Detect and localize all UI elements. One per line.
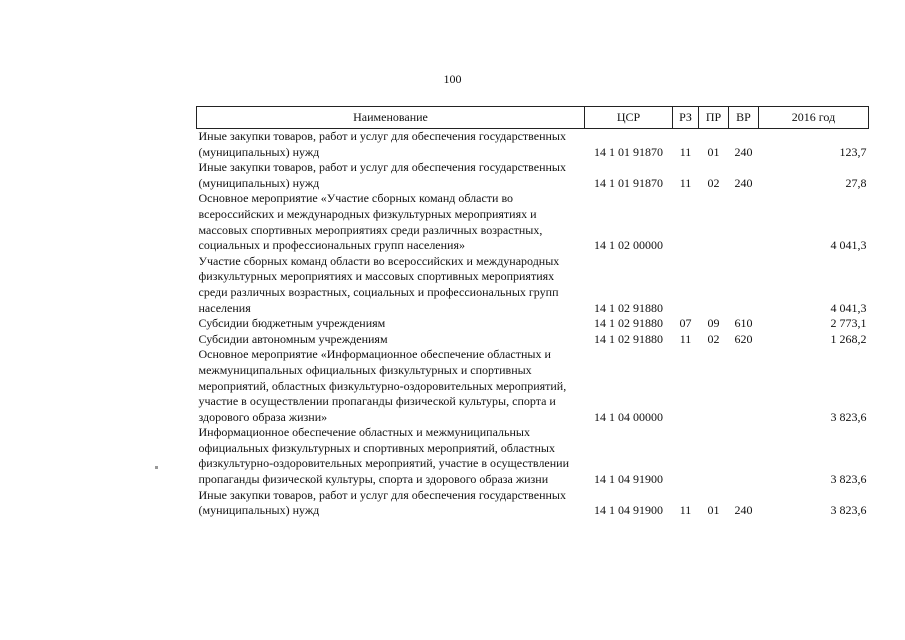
cell-vr: 610 [734, 316, 753, 331]
cell-rz [673, 425, 699, 487]
header-rz: РЗ [673, 107, 699, 129]
cell-rz: 11 [679, 503, 692, 518]
table-row [197, 191, 869, 253]
cell-csr: 14 1 02 91880 [594, 331, 663, 346]
table-row [197, 332, 869, 348]
cell-csr: 14 1 01 91870 [594, 175, 663, 190]
cell-name: Иные закупки товаров, работ и услуг для обеспечения государственных (муниципальных) нужд [198, 129, 566, 159]
cell-rz [673, 191, 699, 253]
cell-vr [729, 254, 759, 316]
budget-table [196, 106, 869, 519]
cell-vr [729, 347, 759, 425]
cell-pr [699, 347, 729, 425]
table-row [197, 347, 869, 425]
cell-csr: 14 1 04 00000 [594, 409, 663, 424]
cell-name: Участие сборных команд области во всероссийских и международных физкультурных мероприятиях и массовых спортивных мероприятиях среди различных возрастных, социальных и профессиональных групп населения [198, 253, 560, 315]
table-body [197, 129, 869, 519]
cell-vr: 240 [734, 503, 753, 518]
cell-name: Иные закупки товаров, работ и услуг для обеспечения государственных (муниципальных) нужд [198, 160, 566, 190]
cell-pr: 01 [707, 144, 720, 159]
cell-rz: 11 [679, 144, 692, 159]
cell-csr: 14 1 02 91880 [594, 300, 663, 315]
table-row [197, 160, 869, 191]
page-number: 100 [443, 72, 462, 86]
cell-year: 1 268,2 [830, 331, 867, 346]
cell-rz: 11 [679, 175, 692, 190]
cell-rz [673, 347, 699, 425]
cell-pr: 01 [707, 503, 720, 518]
header-csr: ЦСР [585, 107, 673, 129]
header-pr: ПР [699, 107, 729, 129]
cell-vr: 620 [734, 331, 753, 346]
table-row [197, 488, 869, 519]
table-row [197, 316, 869, 332]
cell-year: 4 041,3 [830, 300, 867, 315]
cell-name: Основное мероприятие «Участие сборных команд области во всероссийских и международных физкультурных мероприятиях и массовых спортивных мероприятиях среди различных возрастных, социальных и профессиональных групп населения» [198, 191, 543, 253]
cell-year: 4 041,3 [830, 238, 867, 253]
cell-vr: 240 [734, 144, 753, 159]
cell-pr: 02 [707, 331, 720, 346]
cell-pr [699, 254, 729, 316]
table-row [197, 129, 869, 161]
cell-year: 123,7 [839, 144, 867, 159]
cell-rz [673, 254, 699, 316]
cell-name: Субсидии бюджетным учреждениям [198, 316, 386, 331]
cell-csr: 14 1 04 91900 [594, 472, 663, 487]
table-header [197, 107, 869, 129]
cell-year: 2 773,1 [830, 316, 867, 331]
cell-year: 3 823,6 [830, 409, 867, 424]
cell-csr: 14 1 01 91870 [594, 144, 663, 159]
cell-pr [699, 191, 729, 253]
table-row [197, 254, 869, 316]
cell-year: 3 823,6 [830, 503, 867, 518]
cell-pr: 02 [707, 175, 720, 190]
table-row [197, 425, 869, 487]
cell-vr: 240 [734, 175, 753, 190]
cell-pr: 09 [707, 316, 720, 331]
cell-csr: 14 1 02 91880 [594, 316, 663, 331]
cell-csr: 14 1 02 00000 [594, 238, 663, 253]
header-year: 2016 год [759, 107, 869, 129]
cell-year: 3 823,6 [830, 472, 867, 487]
cell-csr: 14 1 04 91900 [594, 503, 663, 518]
cell-name: Информационное обеспечение областных и межмуниципальных официальных физкультурных и спортивных мероприятий, областных физкультурно-оздоровительных мероприятий, участие в осуществлении пропаганды физической культуры, спорта и здорового образа жизни [198, 425, 570, 487]
scan-speck [155, 466, 158, 469]
header-vr: ВР [729, 107, 759, 129]
cell-name: Иные закупки товаров, работ и услуг для обеспечения государственных (муниципальных) нужд [198, 487, 566, 518]
cell-name: Субсидии автономным учреждениям [198, 331, 388, 346]
cell-name: Основное мероприятие «Информационное обеспечение областных и межмуниципальных официальных физкультурных и спортивных мероприятий, областных физкультурно-оздоровительных мероприятий, участие в осуществлении пропаганды физической культуры, спорта и здорового образа жизни» [198, 347, 567, 424]
cell-year: 27,8 [845, 175, 867, 190]
cell-rz: 07 [679, 316, 692, 331]
cell-vr [729, 425, 759, 487]
cell-pr [699, 425, 729, 487]
cell-vr [729, 191, 759, 253]
header-name: Наименование [197, 107, 585, 129]
cell-rz: 11 [679, 331, 692, 346]
